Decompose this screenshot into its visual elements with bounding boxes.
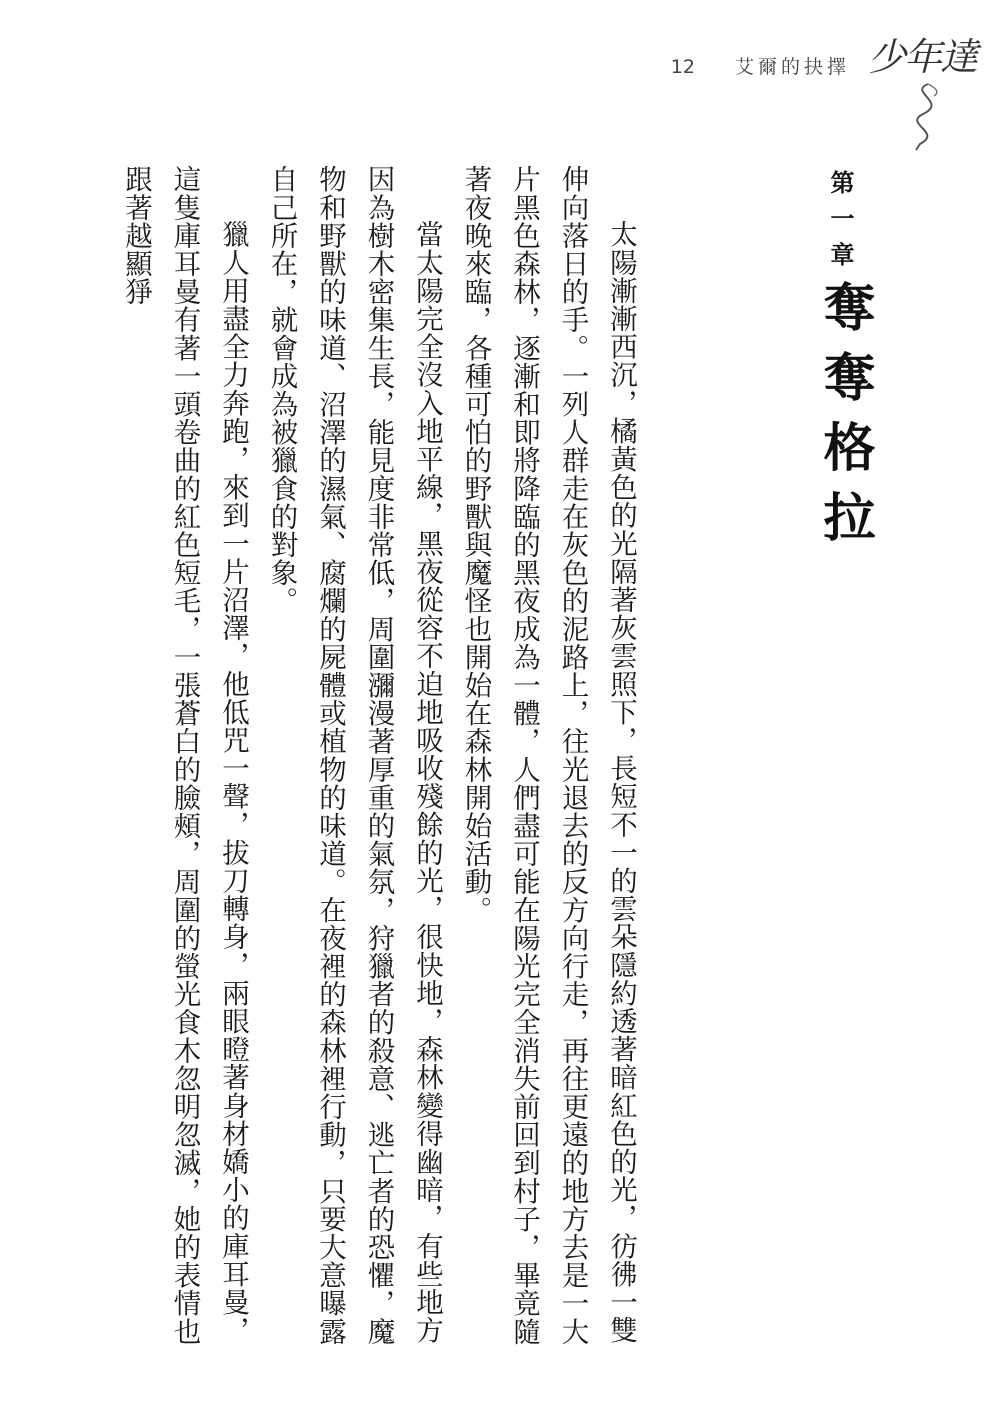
chapter-title: 奪奪格拉 xyxy=(814,280,875,560)
page-number: 12 xyxy=(670,56,695,78)
body-text xyxy=(63,165,645,1355)
chapter-label: 第一章 xyxy=(826,170,855,278)
dragon-icon xyxy=(898,82,958,152)
logo-text: 少年達 xyxy=(868,35,977,79)
book-title: 艾爾的抉擇 xyxy=(734,56,850,78)
paragraph: 獵人用盡全力奔跑，來到一片沼澤，他低咒一聲，拔刀轉身，兩眼瞪著身材嬌小的庫耳曼，這隻庫耳曼有著一頭卷曲的紅色短毛，一張蒼白的臉頰，周圍的螢光食木忽明忽滅，她的表情也跟著越顯猙 xyxy=(120,165,249,1346)
running-header xyxy=(671,52,850,79)
paragraph: 當太陽完全沒入地平線，黑夜從容不迫地吸收殘餘的光，很快地，森林變得幽暗，有些地方因為樹木密集生長，能見度非常低，周圍瀰漫著厚重的氣氛，狩獵者的殺意、逃亡者的恐懼，魔物和野獸的味道、沼澤的濕氣、腐爛的屍體或植物的味道。在夜裡的森林裡行動，只要大意曝露自己所在，就會成為被獵食的對象。 xyxy=(265,165,443,1346)
paragraph: 太陽漸漸西沉，橘黃色的光隔著灰雲照下，長短不一的雲朵隱約透著暗紅色的光，彷彿一雙伸向落日的手。一列人群走在灰色的泥路上，往光退去的反方向行走，再往更遠的地方去是一大片黑色森林，逐漸和即將降臨的黑夜成為一體，人們盡可能在陽光完全消失前回到村子，畢竟隨著夜晚來臨，各種可怕的野獸與魔怪也開始在森林開始活動。 xyxy=(459,165,637,1346)
publisher-logo xyxy=(868,22,978,152)
